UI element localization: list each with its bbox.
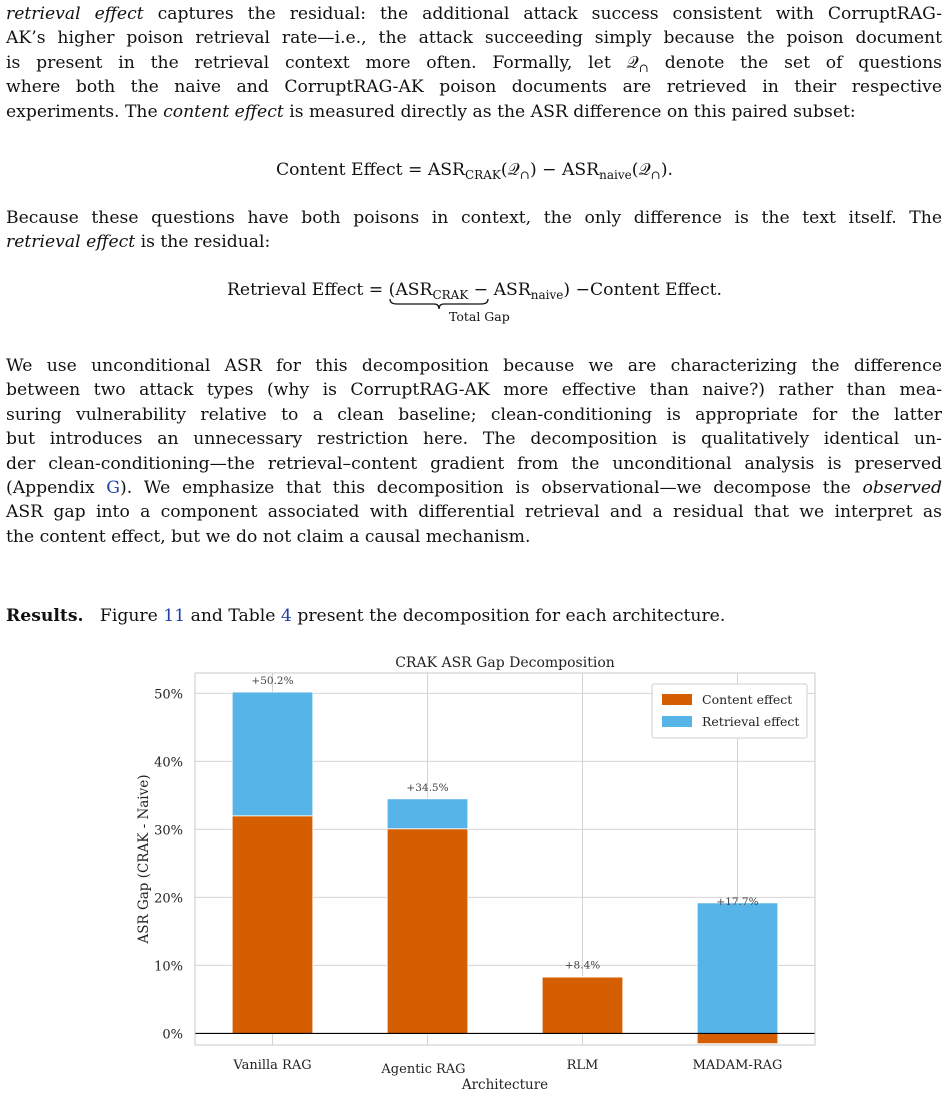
x-tick-label: Agentic RAG: [381, 1062, 466, 1077]
cap-symbol: ∩: [638, 60, 649, 75]
paragraph-unconditional: [6, 354, 942, 549]
text-line: but introduces an unnecessary restriction here. The decomposition is qualitatively identical un-: [6, 429, 942, 450]
text-span: present the decomposition for each architecture.: [291, 606, 726, 626]
legend-entry: Retrieval effect: [702, 714, 800, 729]
eq-part: (ASR: [388, 280, 433, 300]
underbrace-label: Total Gap: [448, 309, 510, 324]
eq-part: (𝒬: [631, 160, 651, 180]
y-tick-label: 20%: [154, 891, 183, 907]
text-line: We use unconditional ASR for this decomposition because we are characterizing the difference: [6, 356, 942, 376]
figure-link[interactable]: 11: [163, 606, 186, 626]
eq-sub: CRAK: [464, 168, 501, 182]
text-span: ). We emphasize that this decomposition is observational—we decompose the: [119, 478, 863, 499]
x-tick-label: RLM: [566, 1058, 599, 1073]
eq-part: −Content Effect.: [570, 280, 722, 300]
text-span: and Table: [185, 606, 281, 626]
italic-term: retrieval effect: [6, 232, 136, 253]
bar-content-effect: [387, 829, 468, 1034]
text-line: the content effect, but we do not claim a causal mechanism.: [6, 526, 531, 547]
italic-term: retrieval effect: [6, 4, 144, 24]
eq-part: ): [563, 280, 571, 300]
text-line: [6, 476, 942, 500]
bar-content-effect: [542, 977, 623, 1033]
eq-sub: naive: [599, 168, 632, 182]
total-gap-label: +34.5%: [406, 781, 449, 794]
paragraph-because: [6, 206, 942, 255]
text-span: denote the set of questions: [648, 52, 943, 73]
y-tick-label: 50%: [154, 687, 183, 703]
text-line: Because these questions have both poisons in context, the only difference is the text itself. The: [6, 208, 942, 228]
appendix-link[interactable]: G: [106, 478, 120, 499]
eq-sub: ∩: [519, 168, 530, 182]
text-line: where both the naive and CorruptRAG-AK poison documents are retrieved in their respective: [6, 77, 942, 98]
text-line: AK’s higher poison retrieval rate—i.e., the attack succeeding simply because the poison document: [6, 28, 942, 49]
text-line: [6, 230, 942, 254]
asr-gap-chart: [0, 648, 949, 1098]
bar-retrieval-effect: [542, 976, 623, 977]
y-tick-label: 40%: [154, 755, 183, 771]
text-line: ASR gap into a component associated with differential retrieval and a residual that we interpret as: [6, 502, 942, 523]
eq-part: Content Effect = ASR: [275, 160, 465, 180]
text-line: der clean-conditioning—the retrieval–content gradient from the unconditional analysis is preserved: [6, 453, 942, 474]
results-paragraph: [6, 604, 942, 628]
text-line: [6, 2, 942, 26]
legend-swatch: [662, 716, 692, 727]
text-line: [6, 604, 942, 628]
bar-content-effect: [697, 1033, 778, 1043]
eq-part: ).: [660, 160, 674, 180]
results-heading: Results.: [6, 606, 84, 626]
text-line: suring vulnerability relative to a clean baseline; clean-conditioning is appropriate for the latter: [6, 404, 942, 425]
total-gap-label: +8.4%: [564, 959, 601, 972]
eq-part: (𝒬: [500, 160, 520, 180]
x-tick-label: Vanilla RAG: [233, 1058, 312, 1073]
chart-title: CRAK ASR Gap Decomposition: [395, 655, 615, 671]
paragraph-intro: [6, 2, 942, 124]
eq-sub: naive: [530, 288, 564, 302]
y-tick-label: 0%: [162, 1027, 183, 1043]
bar-retrieval-effect: [232, 692, 313, 816]
text-line: [6, 51, 942, 75]
text-span: experiments. The: [6, 101, 164, 122]
x-tick-label: MADAM-RAG: [692, 1058, 783, 1073]
table-link[interactable]: 4: [280, 606, 292, 626]
text-span: is measured directly as the ASR difference on this paired subset:: [283, 101, 856, 122]
italic-term: content effect: [163, 101, 284, 122]
legend-swatch: [662, 694, 692, 705]
text-span: is present in the retrieval context more often. Formally, let 𝒬: [6, 52, 639, 73]
y-tick-label: 30%: [154, 823, 183, 839]
eq-sub: CRAK: [432, 288, 469, 302]
legend-entry: Content effect: [702, 692, 793, 707]
y-axis-label: ASR Gap (CRAK - Naive): [136, 774, 152, 944]
equation-retrieval-effect: [0, 280, 949, 324]
text-span: captures the residual: the additional attack success consistent with CorruptRAG-: [143, 4, 942, 24]
text-line: [6, 100, 942, 124]
eq-part: ) − ASR: [529, 160, 600, 180]
text-span: is the residual:: [135, 232, 271, 253]
eq-sub: ∩: [650, 168, 661, 182]
bar-retrieval-effect: [387, 799, 468, 829]
eq-part: − ASR: [468, 280, 531, 300]
equation-content-effect: [0, 160, 949, 180]
total-gap-label: +50.2%: [251, 675, 294, 688]
y-tick-label: 10%: [154, 959, 183, 975]
underbrace-group: [388, 280, 571, 324]
italic-term: observed: [862, 478, 942, 499]
bar-retrieval-effect: [697, 903, 778, 1034]
text-span: Figure: [83, 606, 164, 626]
text-span: (Appendix: [6, 478, 107, 499]
eq-part: Retrieval Effect =: [226, 280, 389, 300]
x-axis-label: Architecture: [461, 1077, 549, 1093]
bar-content-effect: [232, 816, 313, 1034]
text-line: between two attack types (why is CorruptRAG-AK more effective than naive?) rather than mea-: [6, 380, 942, 401]
total-gap-label: +17.7%: [716, 896, 759, 909]
